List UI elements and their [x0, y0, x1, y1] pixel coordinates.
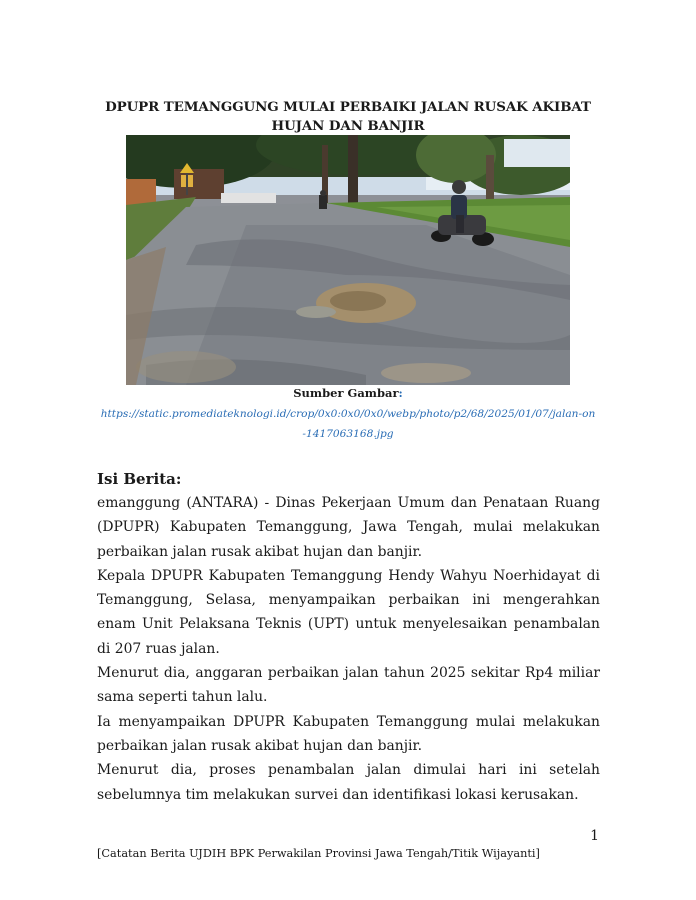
article-title: DPUPR TEMANGGUNG MULAI PERBAIKI JALAN RUSAK AKIBAT HUJAN DAN BANJIR	[105, 99, 591, 134]
image-source-link[interactable]: https://static.promediateknologi.id/crop/0x0:0x0/0x0/webp/photo/p2/68/2025/01/07/jalan-on-1417063168.jpg	[100, 408, 596, 440]
content-heading: Isi Berita:	[97, 470, 182, 488]
paragraph: Menurut dia, anggaran perbaikan jalan tahun 2025 sekitar Rp4 miliar sama seperti tahun lalu.	[97, 665, 600, 706]
paragraph: Kepala DPUPR Kabupaten Temanggung Hendy Wahyu Noerhidayat di Temanggung, Selasa, menyampaikan perbaikan ini mengerahkan enam Unit Pelaksana Teknis (UPT) untuk menyelesaikan penambalan di 207 ruas jalan.	[97, 567, 600, 657]
page-number: 1	[590, 828, 599, 844]
paragraph: Menurut dia, proses penambalan jalan dimulai hari ini setelah sebelumnya tim melakukan survei dan identifikasi lokasi kerusakan.	[97, 762, 600, 803]
footer-note: [Catatan Berita UJDIH BPK Perwakilan Provinsi Jawa Tengah/Titik Wijayanti]	[97, 847, 540, 860]
image-caption-label	[96, 386, 600, 401]
paragraph: Ia menyampaikan DPUPR Kabupaten Temanggung mulai melakukan perbaikan jalan rusak akibat hujan dan banjir.	[97, 713, 600, 754]
article-body	[97, 491, 600, 807]
caption-label-text: Sumber Gambar	[293, 386, 399, 400]
road-damage-photo	[126, 135, 570, 385]
paragraph: emanggung (ANTARA) - Dinas Pekerjaan Umum dan Penataan Ruang (DPUPR) Kabupaten Temanggung, Jawa Tengah, mulai melakukan perbaikan jalan rusak akibat hujan dan banjir.	[97, 495, 600, 560]
caption-colon: :	[398, 386, 403, 400]
